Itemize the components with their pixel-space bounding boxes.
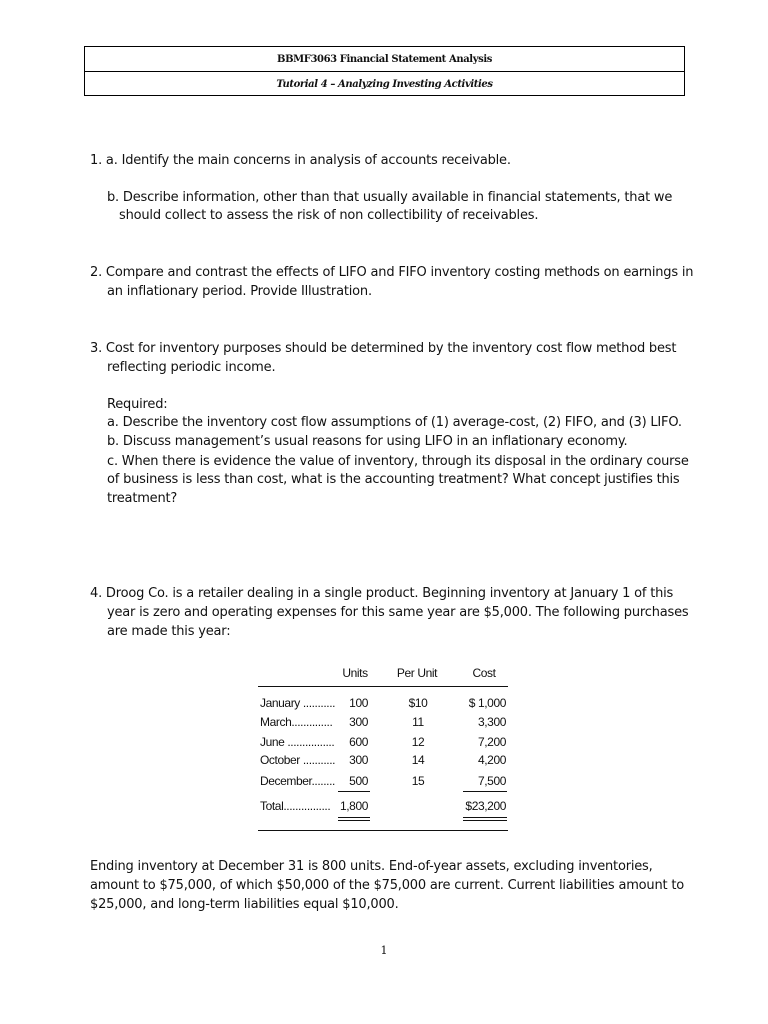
row-units: 600 (349, 735, 368, 749)
row-cost: 4,200 (477, 753, 506, 767)
row-month: December........ (260, 774, 335, 788)
q3-part-a: a. Describe the inventory cost flow assumptions of (1) average-cost, (2) FIFO, and (3) LIFO. (107, 415, 682, 430)
table-bottom-rule (258, 830, 508, 831)
row-cost: 3,300 (477, 715, 506, 729)
q2-line2: an inflationary period. Provide Illustration. (107, 284, 372, 299)
course-title: BBMF3063 Financial Statement Analysis (85, 47, 684, 72)
row-cost: $ 1,000 (468, 696, 506, 710)
header-cost: Cost (472, 666, 496, 680)
units-double-rule-1 (338, 817, 370, 818)
row-month: January ........... (260, 696, 336, 710)
row-per-unit: 11 (412, 715, 424, 729)
units-subtotal-rule (338, 791, 370, 792)
q4-line1: 4. Droog Co. is a retailer dealing in a single product. Beginning inventory at January 1 of this (90, 586, 674, 601)
total-cost: $23,200 (465, 799, 506, 813)
q3-part-c-line3: treatment? (107, 491, 178, 506)
cost-double-rule-2 (463, 820, 507, 821)
document-header (84, 46, 685, 96)
q3-line2: reflecting periodic income. (107, 360, 276, 375)
total-label: Total................ (260, 799, 331, 813)
row-per-unit: 14 (411, 753, 425, 767)
page-number: 1 (380, 944, 388, 957)
header-per-unit: Per Unit (396, 666, 438, 680)
row-per-unit: $10 (408, 696, 428, 710)
total-units: 1,800 (339, 799, 368, 813)
header-rule (258, 686, 508, 687)
q3-line1: 3. Cost for inventory purposes should be determined by the inventory cost flow method best (90, 341, 677, 356)
row-units: 300 (349, 753, 368, 767)
q4-after-line1: Ending inventory at December 31 is 800 units. End-of-year assets, excluding inventories, (90, 859, 653, 874)
cost-double-rule-1 (463, 817, 507, 818)
q4-after-line3: $25,000, and long-term liabilities equal $10,000. (90, 897, 399, 912)
row-cost: 7,500 (477, 774, 506, 788)
row-month: June ................ (260, 735, 335, 749)
q4-line3: are made this year: (107, 624, 231, 639)
q2-line1: 2. Compare and contrast the effects of LIFO and FIFO inventory costing methods on earnings in (90, 265, 694, 280)
row-per-unit: 12 (411, 735, 425, 749)
units-double-rule-2 (338, 820, 370, 821)
row-month: March.............. (260, 715, 333, 729)
q1-part-b-line1: b. Describe information, other than that usually available in financial statements, that we (107, 190, 673, 205)
cost-subtotal-rule (463, 791, 507, 792)
row-units: 100 (349, 696, 368, 710)
q3-part-c-line2: of business is less than cost, what is the accounting treatment? What concept justifies this (107, 472, 680, 487)
tutorial-title: Tutorial 4 – Analyzing Investing Activities (276, 78, 493, 90)
row-per-unit: 15 (411, 774, 425, 788)
q4-line2: year is zero and operating expenses for this same year are $5,000. The following purchases (107, 605, 689, 620)
row-units: 500 (349, 774, 368, 788)
row-units: 300 (349, 715, 368, 729)
row-month: October ........... (260, 753, 336, 767)
header-units: Units (342, 666, 368, 680)
q3-part-b: b. Discuss management’s usual reasons for using LIFO in an inflationary economy. (107, 434, 628, 449)
row-cost: 7,200 (477, 735, 506, 749)
q3-part-c-line1: c. When there is evidence the value of inventory, through its disposal in the ordinary course (107, 454, 689, 469)
q3-required: Required: (107, 397, 168, 412)
q1-part-a: 1. a. Identify the main concerns in analysis of accounts receivable. (90, 153, 511, 168)
q1-part-b-line2: should collect to assess the risk of non collectibility of receivables. (119, 208, 539, 223)
purchases-table (258, 660, 508, 832)
q4-after-line2: amount to $75,000, of which $50,000 of the $75,000 are current. Current liabilities amount to (90, 878, 684, 893)
